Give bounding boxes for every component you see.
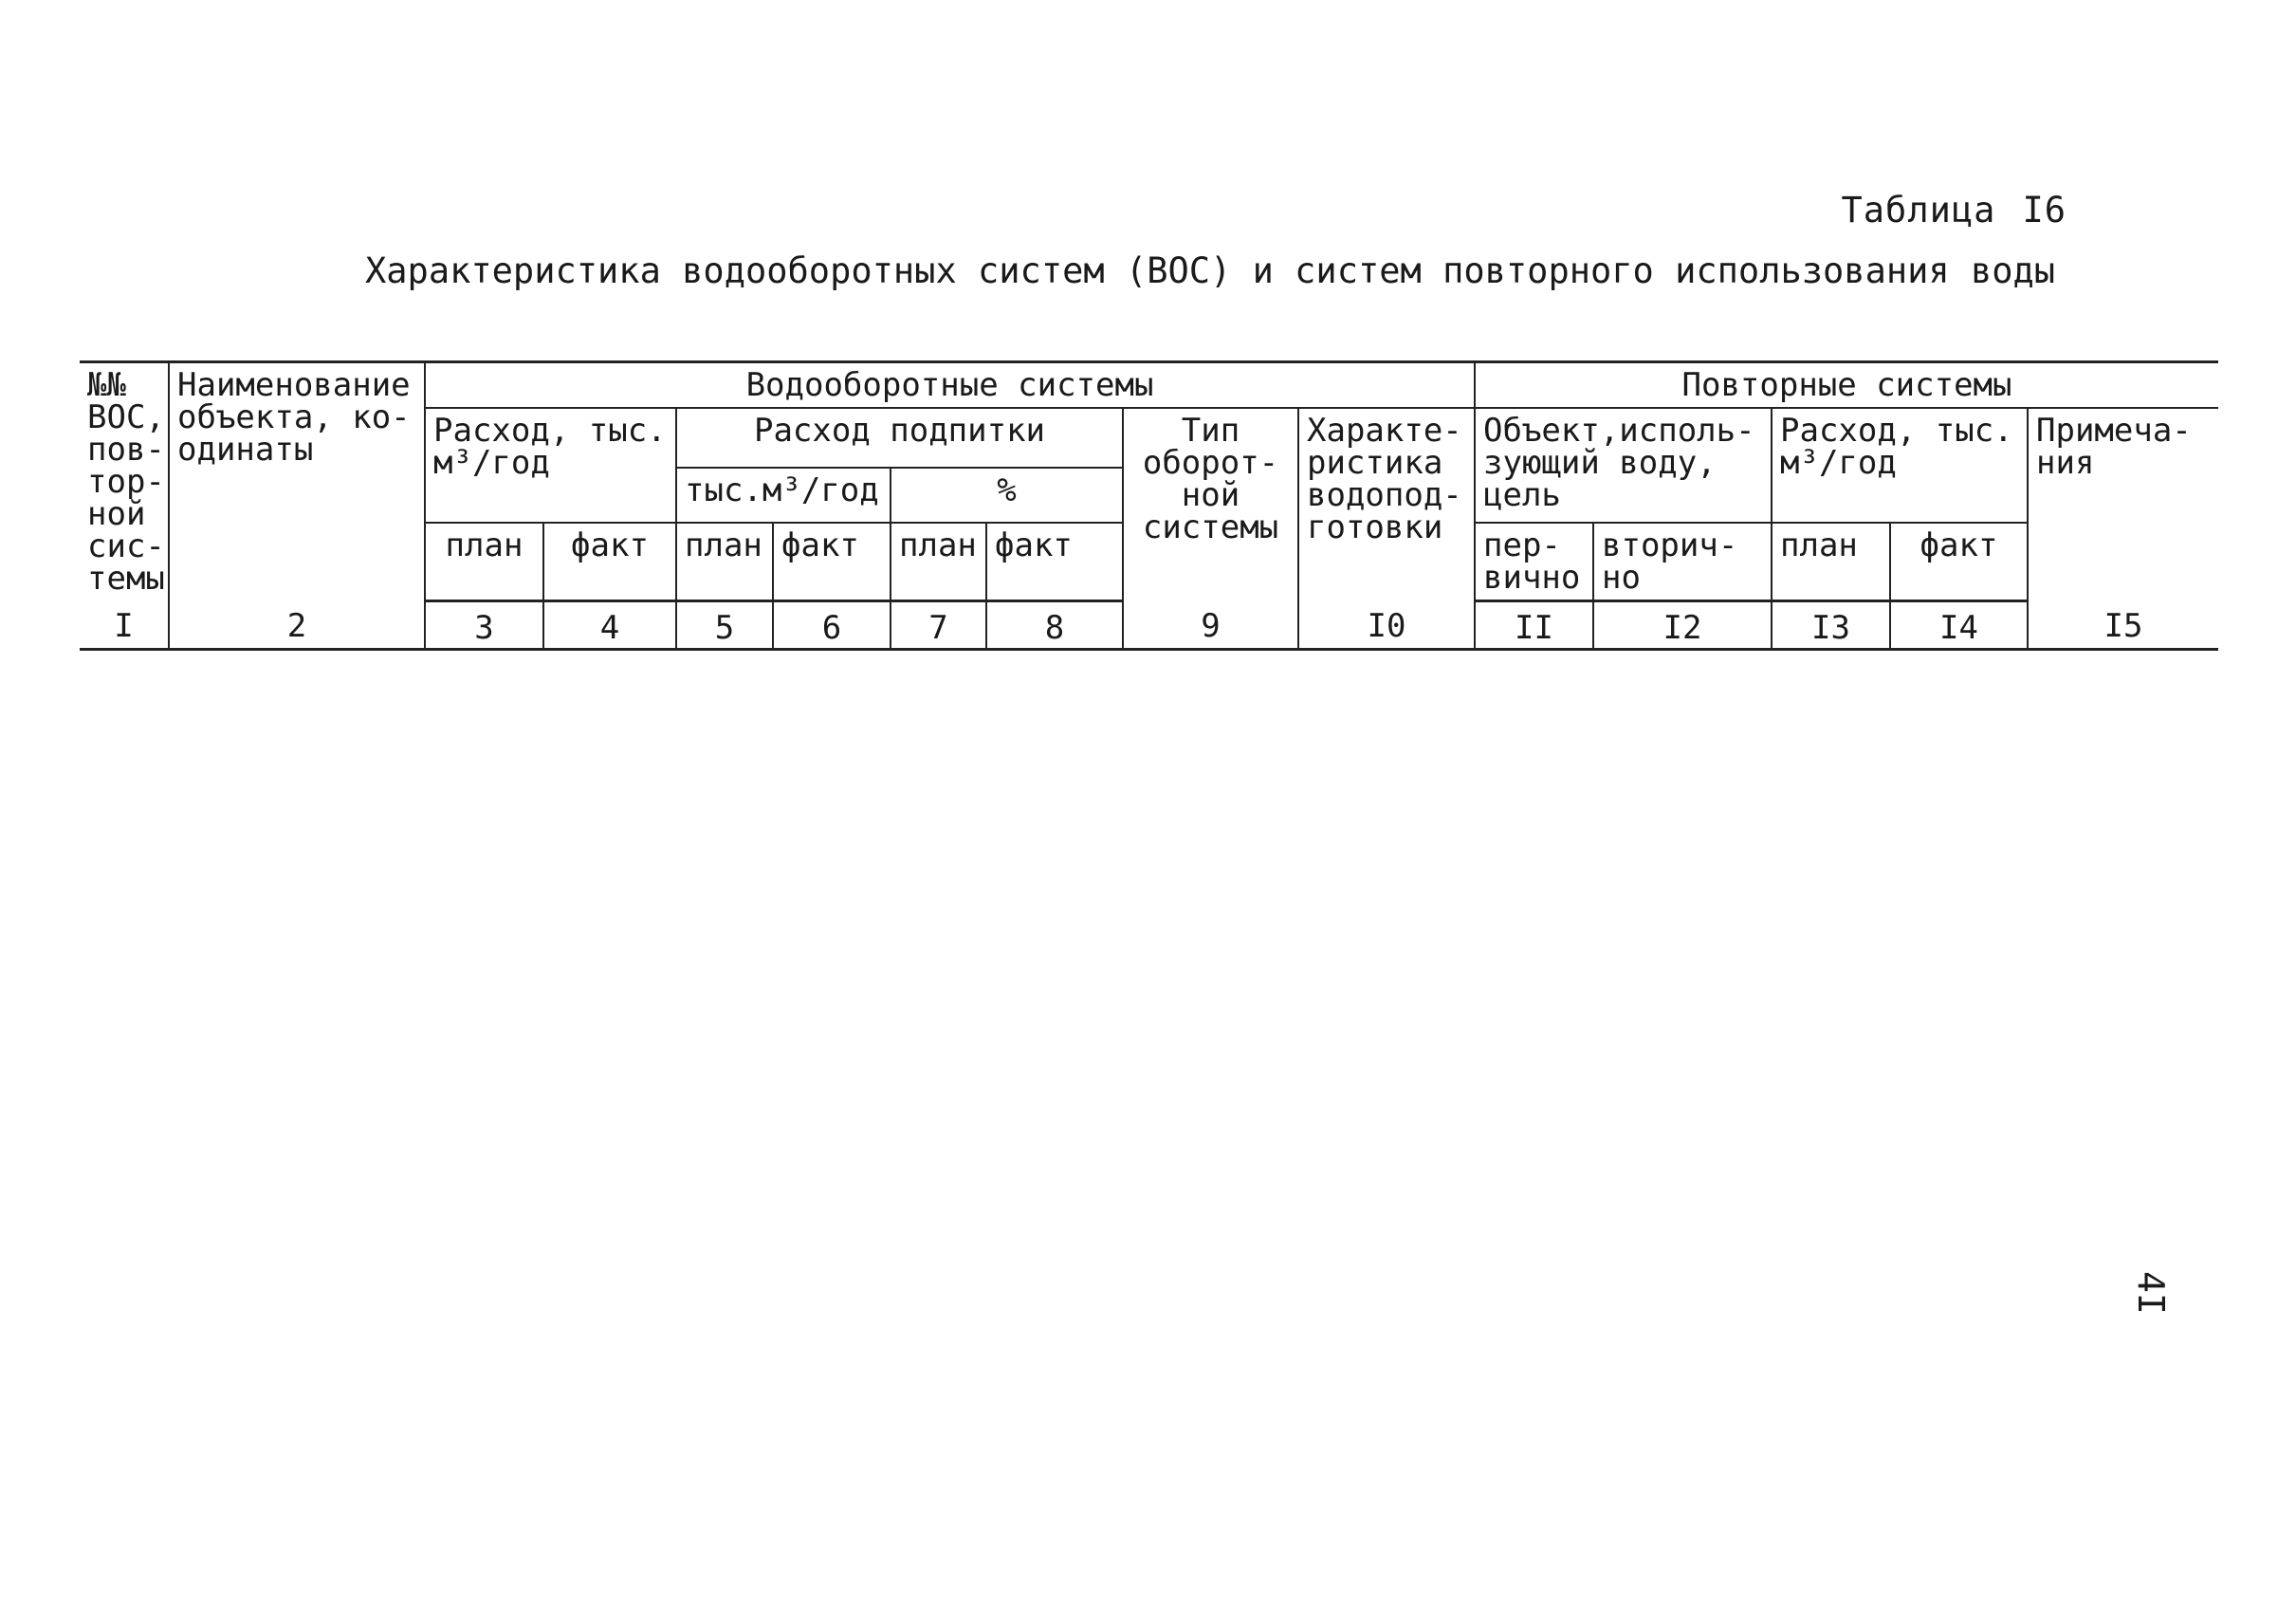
column-number: 7 [891, 600, 986, 649]
page-number: 4I [2130, 1271, 2172, 1315]
header-secondary: вторич- но [1593, 523, 1772, 601]
header-flow-fact: факт [543, 523, 676, 601]
header-makeup-flow: Расход подпитки [676, 408, 1123, 468]
column-number: 4 [543, 600, 676, 649]
column-number: 3 [425, 600, 543, 649]
column-number: 2 [169, 600, 425, 649]
header-makeup-percent: % [891, 468, 1123, 523]
table-number: I6 [2022, 190, 2066, 231]
header-system-number: №№ ВОС, пов- тор- ной сис- темы [80, 362, 169, 601]
header-makeup-m3-plan: план [676, 523, 773, 601]
header-repeat-flow: Расход, тыс. м³/год [1772, 408, 2028, 523]
column-number: 5 [676, 600, 773, 649]
header-flow-plan: план [425, 523, 543, 601]
header-flow: Расход, тыс. м³/год [425, 408, 676, 523]
document-title: Характеристика водооборотных систем (ВОС) и систем повторного использования воды [365, 250, 2056, 291]
column-number: I4 [1890, 600, 2028, 649]
column-number: 9 [1123, 600, 1298, 649]
column-number: I5 [2028, 600, 2218, 649]
column-number: I2 [1593, 600, 1772, 649]
header-water-treatment: Характе- ристика водопод- готовки [1298, 408, 1475, 600]
header-repeat-systems: Повторные системы [1475, 362, 2218, 409]
header-object-using-water: Объект,исполь- зующий воду, цель [1475, 408, 1772, 523]
header-makeup-pct-plan: план [891, 523, 986, 601]
column-number: 6 [773, 600, 891, 649]
header-repeat-plan: план [1772, 523, 1890, 601]
column-number: I3 [1772, 600, 1890, 649]
column-number: I0 [1298, 600, 1475, 649]
column-number: 8 [986, 600, 1123, 649]
header-system-type: Тип оборот- ной системы [1123, 408, 1298, 600]
header-makeup-m3-fact: факт [773, 523, 891, 601]
header-primary: пер- вично [1475, 523, 1593, 601]
header-repeat-fact: факт [1890, 523, 2028, 601]
header-makeup-pct-fact: факт [986, 523, 1123, 601]
header-object-name: Наименование объекта, ко- одинаты [169, 362, 425, 601]
column-number: I [80, 600, 169, 649]
header-makeup-thousand-m3: тыс.м³/год [676, 468, 891, 523]
header-notes: Примеча- ния [2028, 408, 2218, 600]
column-number-row [80, 600, 2218, 649]
table-label [1842, 190, 2067, 231]
header-circulating-systems: Водооборотные системы [425, 362, 1475, 409]
table-label-word: Таблица [1841, 190, 1996, 231]
column-number: II [1475, 600, 1593, 649]
water-systems-table [80, 360, 2218, 651]
